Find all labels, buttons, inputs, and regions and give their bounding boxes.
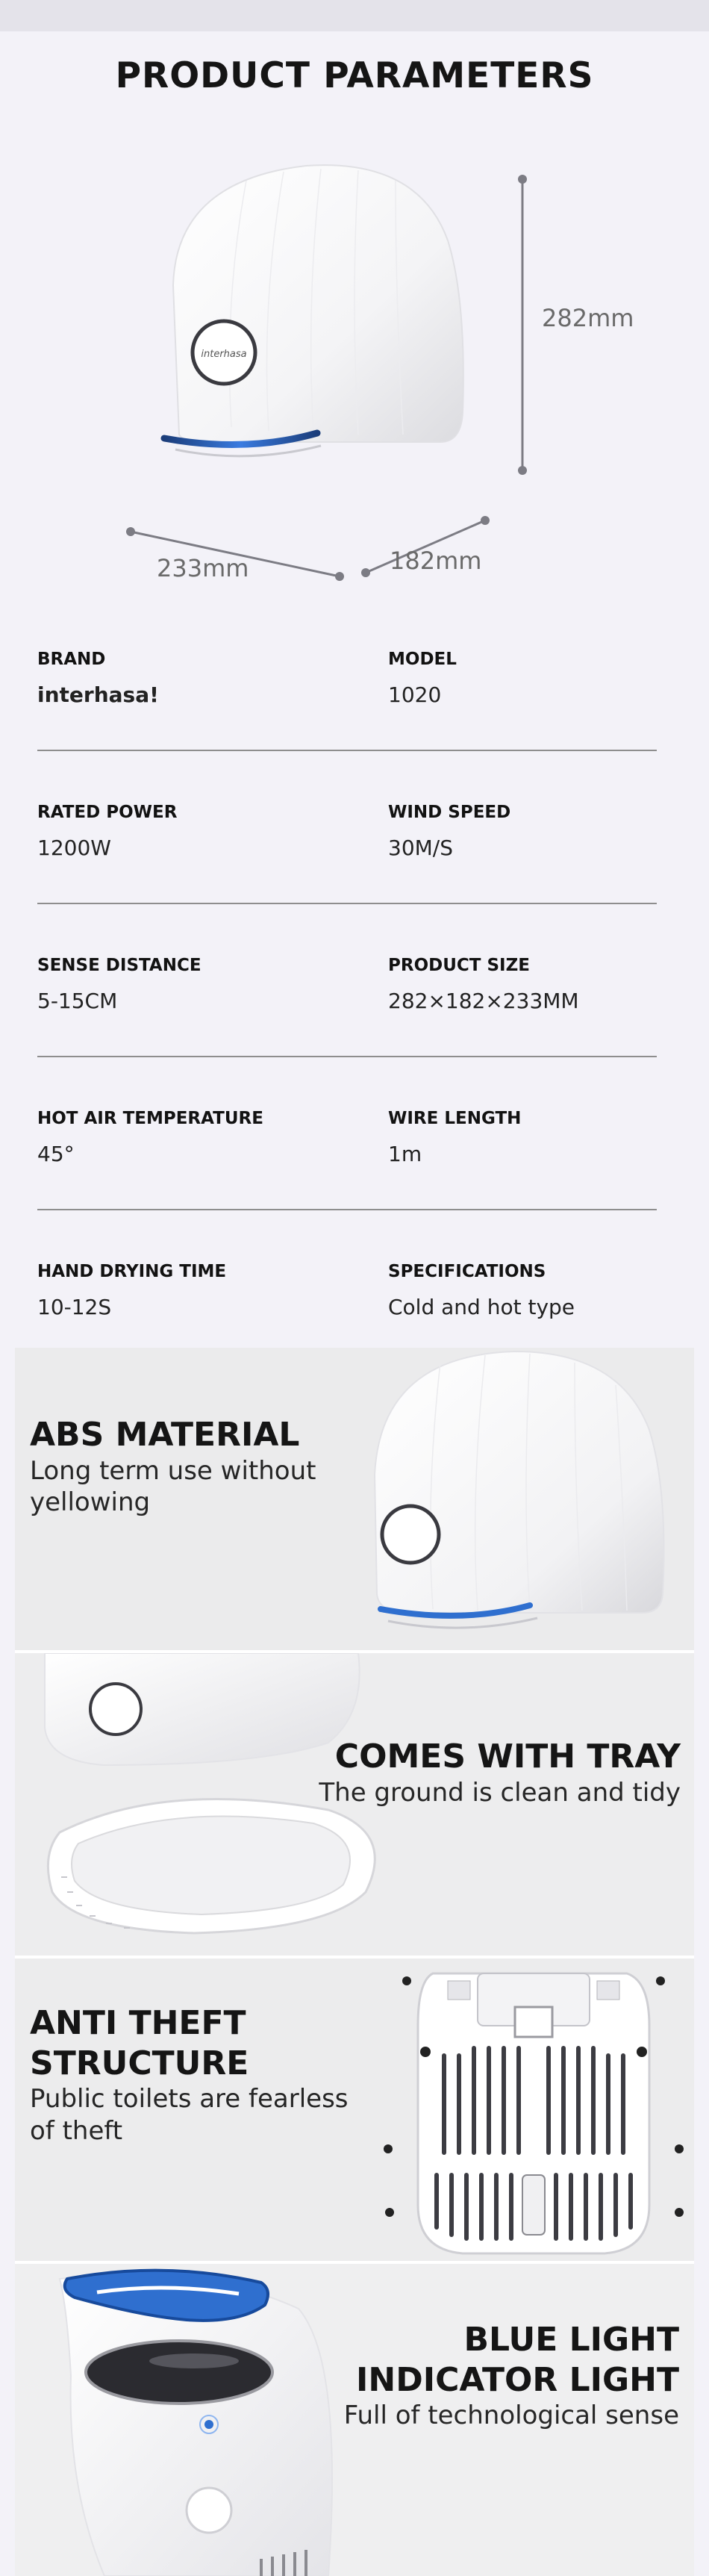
dryer-logo-badge: [382, 1506, 439, 1563]
spec-value: 1200W: [37, 836, 111, 860]
spec-value: 1020: [388, 682, 442, 707]
spec-key: RATED POWER: [37, 803, 178, 822]
divider: [37, 1056, 657, 1057]
page-title: PRODUCT PARAMETERS: [115, 55, 594, 96]
feature-description: Long term use without yellowing: [30, 1455, 316, 1518]
feature-text: [263, 1737, 681, 1808]
height-dimension-label: 282mm: [542, 304, 634, 332]
spec-value: 1m: [388, 1142, 422, 1166]
spec-item-sense-distance: [37, 956, 336, 1013]
spec-table: [37, 650, 657, 1415]
spec-value: interhasa!: [37, 682, 159, 707]
spec-item-wind-speed: [388, 803, 687, 860]
spec-key: WIRE LENGTH: [388, 1109, 522, 1128]
spec-key: HAND DRYING TIME: [37, 1262, 227, 1281]
indicator-light-icon: [204, 2420, 213, 2429]
divider: [37, 1209, 657, 1210]
hand-dryer-image: [351, 1348, 694, 1650]
spec-value: 5-15CM: [37, 989, 118, 1013]
spec-row: [37, 1109, 657, 1262]
dryer-logo-text: interhasa: [201, 349, 247, 360]
spec-value: 282×182×233MM: [388, 989, 579, 1013]
divider: [37, 903, 657, 904]
spec-row: [37, 650, 657, 803]
spec-key: HOT AIR TEMPERATURE: [37, 1109, 263, 1128]
spec-item-rated-power: [37, 803, 336, 860]
hand-dryer-dimension-illustration: [0, 113, 709, 591]
spec-row: [37, 803, 657, 956]
feature-title: COMES WITH TRAY: [334, 1737, 681, 1776]
spec-item-wire-length: [388, 1109, 687, 1166]
spec-item-product-size: [388, 956, 687, 1013]
top-bar: [0, 0, 709, 31]
spec-key: PRODUCT SIZE: [388, 956, 530, 975]
feature-title: ANTI THEFT STRUCTURE: [30, 2004, 249, 2082]
spec-row: [37, 956, 657, 1109]
feature-description: The ground is clean and tidy: [319, 1777, 681, 1808]
spec-item-model: [388, 650, 687, 707]
dryer-logo-badge: [90, 1684, 141, 1735]
feature-comes-with-tray: [15, 1653, 694, 1956]
feature-description: Public toilets are fearless of theft: [30, 2084, 349, 2146]
spec-value: 10-12S: [37, 1295, 112, 1319]
back-plate-image: [381, 1959, 694, 2261]
spec-key: MODEL: [388, 650, 457, 669]
feature-blue-light-indicator: [15, 2264, 694, 2576]
depth-dimension-label: 182mm: [390, 547, 482, 575]
feature-abs-material: [15, 1348, 694, 1650]
spec-value: 45°: [37, 1142, 75, 1166]
feature-description: Full of technological sense: [343, 2401, 679, 2431]
spec-item-hot-air-temperature: [37, 1109, 336, 1166]
spec-key: BRAND: [37, 650, 106, 669]
sensor-badge: [187, 2488, 231, 2533]
feature-title: ABS MATERIAL: [30, 1416, 300, 1454]
feature-text: [30, 2003, 381, 2147]
spec-item-brand: [37, 650, 336, 707]
spec-item-specifications: [388, 1262, 687, 1319]
feature-text: [30, 1415, 381, 1519]
spec-key: SENSE DISTANCE: [37, 956, 202, 975]
feature-title: BLUE LIGHT INDICATOR LIGHT: [356, 2321, 679, 2399]
spec-value: Cold and hot type: [388, 1295, 575, 1319]
feature-anti-theft-structure: [15, 1959, 694, 2261]
width-dimension-label: 233mm: [157, 554, 249, 582]
divider: [37, 750, 657, 751]
spec-item-hand-drying-time: [37, 1262, 336, 1319]
spec-key: SPECIFICATIONS: [388, 1262, 546, 1281]
spec-value: 30M/S: [388, 836, 453, 860]
spec-key: WIND SPEED: [388, 803, 511, 822]
product-parameters-section: [0, 31, 709, 1344]
feature-text: [291, 2320, 679, 2432]
dryer-body: [173, 165, 463, 442]
